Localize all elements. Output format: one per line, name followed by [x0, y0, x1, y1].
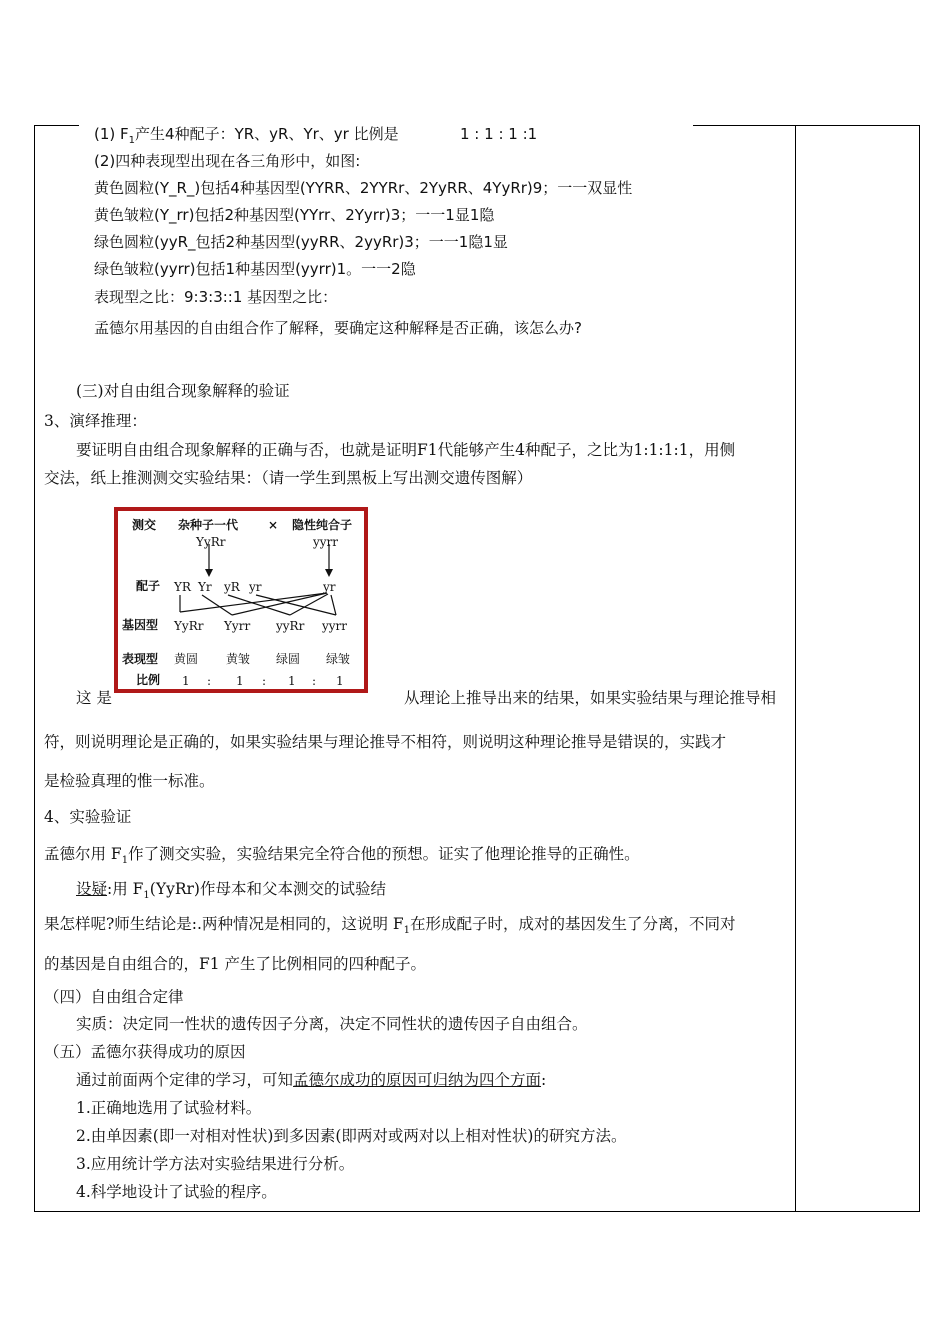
- yellow-round-line: 黄色圆粒(Y_R_)包括4种基因型(YYRR、2YYRr、2YyRR、4YyRr)9；一一双显性: [94, 179, 633, 197]
- paragraph-2-line-1: 从理论上推导出来的结果，如果实验结果与理论推导相: [404, 689, 777, 707]
- paragraph-2-line-3: 是检验真理的惟一标准。: [44, 772, 215, 790]
- diagram-ratio-colon-2: :: [262, 674, 267, 688]
- intro-a: 通过前面两个定律的学习，可知: [76, 1071, 294, 1089]
- reason-item-4: 4.科学地设计了试验的程序。: [76, 1183, 277, 1201]
- gamete-text: 产生4种配子：YR、yR、Yr、yr 比例是: [135, 125, 399, 143]
- diagram-phenotype-1: 黄圆: [174, 652, 199, 666]
- table-top-left-border: [34, 125, 79, 126]
- item-4-title: 4、实验验证: [44, 808, 132, 826]
- diagram-parent-right: yyrr: [313, 535, 339, 549]
- conclusion-subscript: 1: [403, 925, 411, 937]
- diagram-gamete-recessive: yr: [323, 580, 336, 594]
- diagram-recessive-label: 隐性纯合子: [292, 518, 353, 532]
- testcross-diagram: [114, 507, 368, 693]
- question-paragraph-line-3: 的基因是自由组合的，F1 产生了比例相同的四种配子。: [44, 955, 427, 973]
- diagram-ratio-3: 1: [288, 674, 296, 688]
- diagram-ratio-colon-1: :: [207, 674, 212, 688]
- diagram-genotype-3: yyRr: [276, 619, 305, 633]
- diagram-cross-symbol: ×: [268, 518, 279, 532]
- diagram-phenotype-4: 绿皱: [326, 652, 351, 666]
- question-paragraph-line-1: [76, 879, 386, 906]
- intro-colon: :: [541, 1071, 547, 1089]
- reason-item-2: 2.由单因素(即一对相对性状)到多因素(即两对或两对以上相对性状)的研究方法。: [76, 1127, 627, 1145]
- diagram-phenotype-label: 表现型: [122, 652, 159, 666]
- ratio-line: 表现型之比：9:3:3::1 基因型之比：: [94, 288, 338, 306]
- arrow-right-head: [325, 569, 333, 577]
- diagram-hybrid-label: 杂种子一代: [178, 518, 239, 532]
- diagram-gamete-yr-2: Yr: [198, 580, 212, 594]
- table-top-right-border: [693, 125, 920, 126]
- question-paragraph-line-2: [44, 914, 736, 941]
- green-wrinkled-line: 绿色皱粒(yyrr)包括1种基因型(yyrr)1。一一2隐: [94, 260, 416, 278]
- table-bottom-border: [34, 1211, 920, 1212]
- diagram-parent-left: YyRr: [196, 535, 226, 549]
- paragraph-3-b: 作了测交实验，实验结果完全符合他的预想。证实了他理论推导的正确性。: [128, 845, 640, 863]
- diagram-gamete-yr-1: YR: [174, 580, 191, 594]
- diagram-phenotype-2: 黄皱: [226, 652, 251, 666]
- paragraph-3-subscript: 1: [121, 855, 129, 867]
- diagram-ratio-label: 比例: [136, 673, 161, 687]
- diagram-gamete-yr-4: yr: [249, 580, 262, 594]
- paragraph-3-a: 孟德尔用 F: [44, 845, 122, 863]
- diagram-genotype-1: YyRr: [174, 619, 204, 633]
- question-a: :用 F: [107, 880, 144, 898]
- diagram-gamete-yr-3: yR: [224, 580, 240, 594]
- paragraph-3: [44, 844, 640, 871]
- conclusion-b: 在形成配子时，成对的基因发生了分离，不同对: [410, 915, 736, 933]
- conclusion-a: 果怎样呢?师生结论是:.两种情况是相同的，这说明 F: [44, 915, 404, 933]
- section-3-heading: (三)对自由组合现象解释的验证: [76, 382, 290, 400]
- section-4-heading: （四）自由组合定律: [44, 988, 184, 1006]
- item-3-title: 3、演绎推理：: [44, 412, 147, 430]
- cross-line-2: [180, 593, 327, 612]
- reason-item-3: 3.应用统计学方法对实验结果进行分析。: [76, 1155, 355, 1173]
- paragraph-1-line-2: 交法，纸上推测测交实验结果：（请一学生到黑板上写出测交遗传图解）: [44, 469, 533, 487]
- paragraph-1-line-1: 要证明自由组合现象解释的正确与否，也就是证明F1代能够产生4种配子，之比为1:1:1:1，用侧: [76, 441, 736, 459]
- cross-line-8: [331, 595, 336, 615]
- diagram-genotype-4: yyrr: [322, 619, 348, 633]
- phenotype-triangle-line: (2)四种表现型出现在各三角形中，如图:: [94, 152, 361, 170]
- diagram-ratio-2: 1: [236, 674, 244, 688]
- diagram-genotype-label: 基因型: [122, 618, 159, 632]
- reason-item-1: 1.正确地选用了试验材料。: [76, 1099, 262, 1117]
- section-5-intro: [76, 1070, 546, 1090]
- table-left-border: [34, 125, 35, 1212]
- f1-label: (1) F: [94, 125, 129, 143]
- question-line: 孟德尔用基因的自由组合作了解释，要确定这种解释是否正确，该怎么办?: [94, 319, 582, 337]
- gamete-line: [94, 124, 399, 151]
- question-subscript: 1: [143, 890, 150, 902]
- table-right-border: [919, 125, 920, 1212]
- diagram-ratio-1: 1: [182, 674, 190, 688]
- diagram-phenotype-3: 绿圆: [276, 652, 301, 666]
- green-round-line: 绿色圆粒(yyR_包括2种基因型(yyRR、2yyRr)3；一一1隐1显: [94, 233, 508, 251]
- question-b: (YyRr)作母本和父本测交的试验结: [149, 880, 386, 898]
- diagram-ratio-4: 1: [336, 674, 344, 688]
- yellow-wrinkled-line: 黄色皱粒(Y_rr)包括2种基因型(YYrr、2Yyrr)3；一一1显1隐: [94, 206, 495, 224]
- section-4-essence: 实质：决定同一性状的遗传因子分离，决定不同性状的遗传因子自由组合。: [76, 1015, 588, 1033]
- f1-subscript: 1: [128, 135, 136, 146]
- table-column-divider: [795, 125, 796, 1212]
- gamete-ratio: 1 : 1 : 1 :1: [460, 125, 538, 143]
- diagram-testcross-label: 测交: [132, 518, 157, 532]
- cross-line-3: [202, 595, 232, 615]
- arrow-left-head: [205, 569, 213, 577]
- question-label: 设疑: [76, 880, 108, 898]
- diagram-panel: [118, 511, 364, 689]
- diagram-genotype-2: Yyrr: [224, 619, 251, 633]
- diagram-ratio-colon-3: :: [312, 674, 317, 688]
- intro-underlined: 孟德尔成功的原因可归纳为四个方面: [293, 1071, 542, 1089]
- section-5-heading: （五）孟德尔获得成功的原因: [44, 1043, 246, 1061]
- diagram-gamete-label: 配子: [136, 579, 161, 593]
- paragraph-2-lead: 这 是: [76, 689, 112, 707]
- paragraph-2-line-2: 符，则说明理论是正确的，如果实验结果与理论推导不相符，则说明这种理论推导是错误的，实践才: [44, 733, 727, 751]
